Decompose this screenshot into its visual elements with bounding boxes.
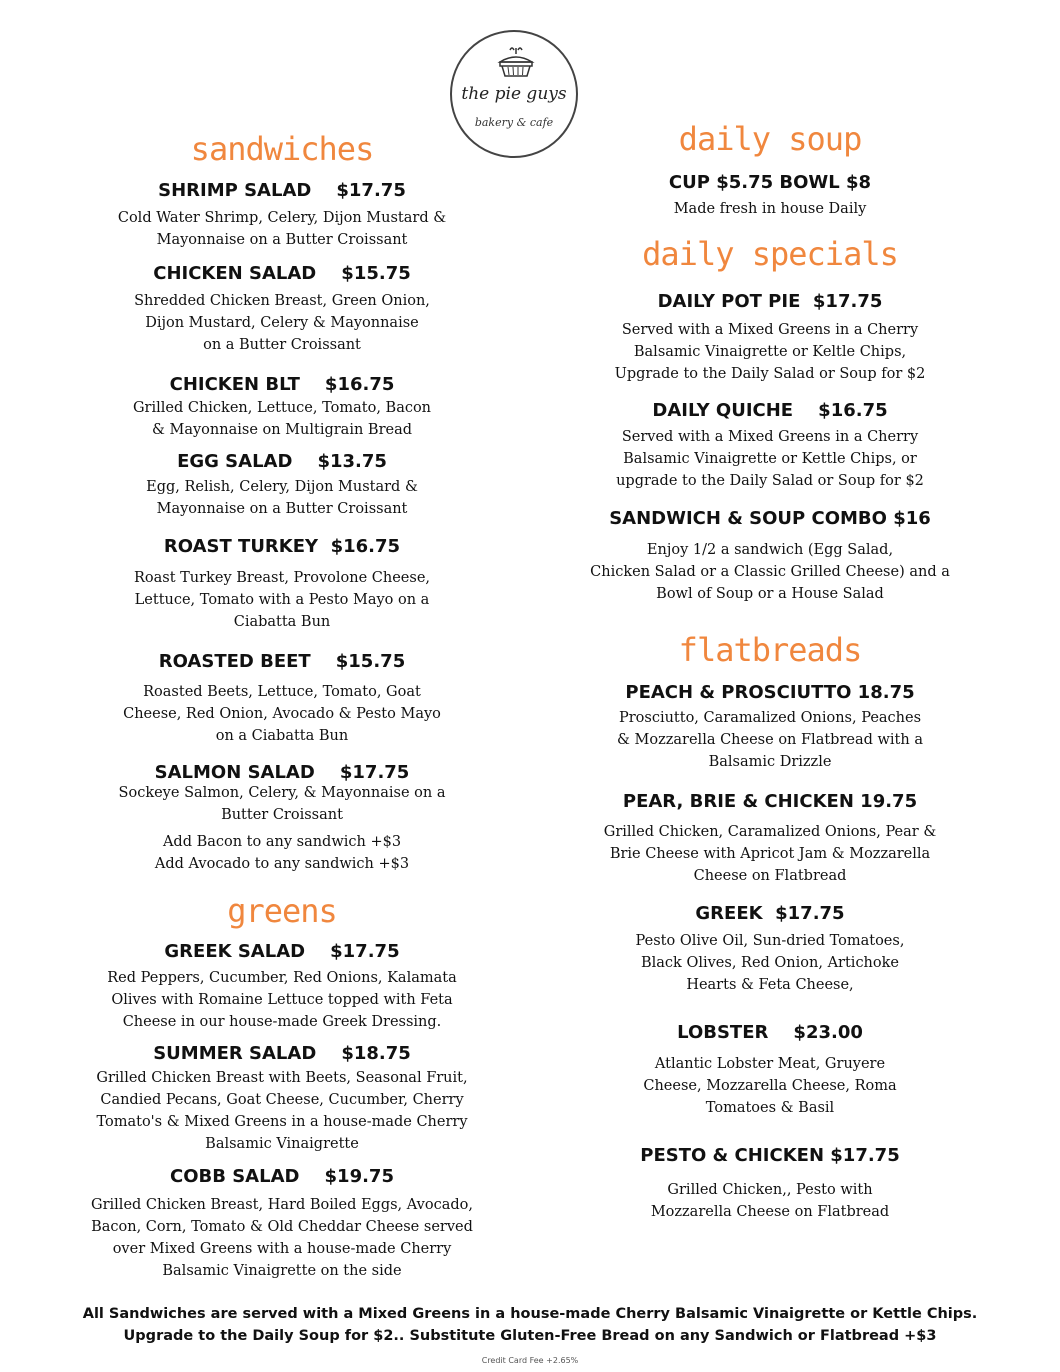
menu-item-title: GREEK $17.75 [695,903,845,924]
menu-item-title: DAILY POT PIE $17.75 [657,291,883,312]
menu-item-title: SHRIMP SALAD $17.75 [158,180,406,201]
sandwiches-heading: sandwiches [190,130,374,168]
menu-item-title: ROASTED BEET $15.75 [158,651,406,672]
menu-item-desc: Served with a Mixed Greens in a Cherry Balsamic Vinaigrette or Keltle Chips, Upgrade to the Daily Salad or Soup for $2 [614,322,926,382]
menu-item-desc: Atlantic Lobster Meat, Gruyere Cheese, Mozzarella Cheese, Roma Tomatoes & Basil [643,1056,897,1116]
menu-item-title: LOBSTER $23.00 [677,1022,863,1043]
menu-item-desc: Grilled Chicken Breast with Beets, Seasonal Fruit, Candied Pecans, Goat Cheese, Cucumber, Cherry Tomato's & Mixed Greens in a house-made Cherry Balsamic Vinaigrette [96,1070,468,1152]
menu-item-desc: Made fresh in house Daily [673,201,867,217]
menu-item-desc: Roasted Beets, Lettuce, Tomato, Goat Cheese, Red Onion, Avocado & Pesto Mayo on a Ciabatta Bun [123,684,441,744]
menu-item-desc: Grilled Chicken, Caramalized Onions, Pear & Brie Cheese with Apricot Jam & Mozzarella Cheese on Flatbread [603,824,937,884]
menu-item-title: CHICKEN BLT $16.75 [169,374,395,395]
menu-item-title: DAILY QUICHE $16.75 [652,400,888,421]
menu-item-desc: Cold Water Shrimp, Celery, Dijon Mustard & Mayonnaise on a Butter Croissant [117,210,447,248]
footer-line-1: All Sandwiches are served with a Mixed Greens in a house-made Cherry Balsamic Vinaigrette or Kettle Chips. [82,1306,978,1322]
menu-item-desc: Prosciutto, Caramalized Onions, Peaches & Mozzarella Cheese on Flatbread with a Balsamic Drizzle [617,710,923,770]
menu-item-desc: Roast Turkey Breast, Provolone Cheese, Lettuce, Tomato with a Pesto Mayo on a Ciabatta Bun [133,570,431,630]
menu-item-desc: Grilled Chicken, Lettuce, Tomato, Bacon & Mayonnaise on Multigrain Bread [132,400,432,438]
menu-item-desc: Egg, Relish, Celery, Dijon Mustard & Mayonnaise on a Butter Croissant [146,479,418,517]
menu-item-title: CUP $5.75 BOWL $8 [668,172,872,193]
menu-item-title: PEACH & PROSCIUTTO 18.75 [625,682,915,703]
menu-item-desc: Grilled Chicken,, Pesto with Mozzarella Cheese on Flatbread [650,1182,890,1220]
menu-item-title: SUMMER SALAD $18.75 [153,1043,411,1064]
menu-item-title: PESTO & CHICKEN $17.75 [640,1145,900,1166]
logo-subtitle: bakery & cafe [474,116,554,129]
credit-card-fee: Credit Card Fee +2.65% [481,1356,579,1365]
logo-name: the pie guys [461,84,567,104]
menu-item-title: CHICKEN SALAD $15.75 [153,263,411,284]
menu-item-title: SALMON SALAD $17.75 [154,762,410,783]
menu-item-desc: Sockeye Salmon, Celery, & Mayonnaise on a Butter Croissant [118,785,446,823]
menu-item-desc: Grilled Chicken Breast, Hard Boiled Eggs, Avocado, Bacon, Corn, Tomato & Old Cheddar Cheese served over Mixed Greens with a house-made Cherry Balsamic Vinaigrette on the side [91,1197,473,1279]
footer-line-2: Upgrade to the Daily Soup for $2.. Substitute Gluten-Free Bread on any Sandwich or Flatbread +$3 [123,1328,937,1344]
menu-item-title: ROAST TURKEY $16.75 [163,536,401,557]
menu-item-desc: Served with a Mixed Greens in a Cherry Balsamic Vinaigrette or Kettle Chips, or upgrade to the Daily Salad or Soup for $2 [616,429,924,489]
menu-item-desc: Shredded Chicken Breast, Green Onion, Dijon Mustard, Celery & Mayonnaise on a Butter Croissant [134,293,430,353]
menu-item-desc: Pesto Olive Oil, Sun-dried Tomatoes, Black Olives, Red Onion, Artichoke Hearts & Feta Cheese, [635,933,905,993]
daily-specials-heading: daily specials [642,235,898,273]
greens-heading: greens [227,892,337,930]
menu-item-title: PEAR, BRIE & CHICKEN 19.75 [622,791,918,812]
menu-item-title: GREEK SALAD $17.75 [164,941,400,962]
menu-item-title: EGG SALAD $13.75 [177,451,387,472]
sandwich-addons: Add Bacon to any sandwich +$3 Add Avocado to any sandwich +$3 [154,834,410,872]
menu-item-title: SANDWICH & SOUP COMBO $16 [609,508,931,529]
menu-item-desc: Red Peppers, Cucumber, Red Onions, Kalamata Olives with Romaine Lettuce topped with Feta Cheese in our house-made Greek Dressing. [107,970,457,1030]
pie-icon [496,46,536,80]
menu-item-desc: Enjoy 1/2 a sandwich (Egg Salad, Chicken Salad or a Classic Grilled Cheese) and a Bowl of Soup or a House Salad [590,542,950,602]
flatbreads-heading: flatbreads [678,631,862,669]
menu-item-title: COBB SALAD $19.75 [170,1166,394,1187]
daily-soup-heading: daily soup [678,120,862,158]
